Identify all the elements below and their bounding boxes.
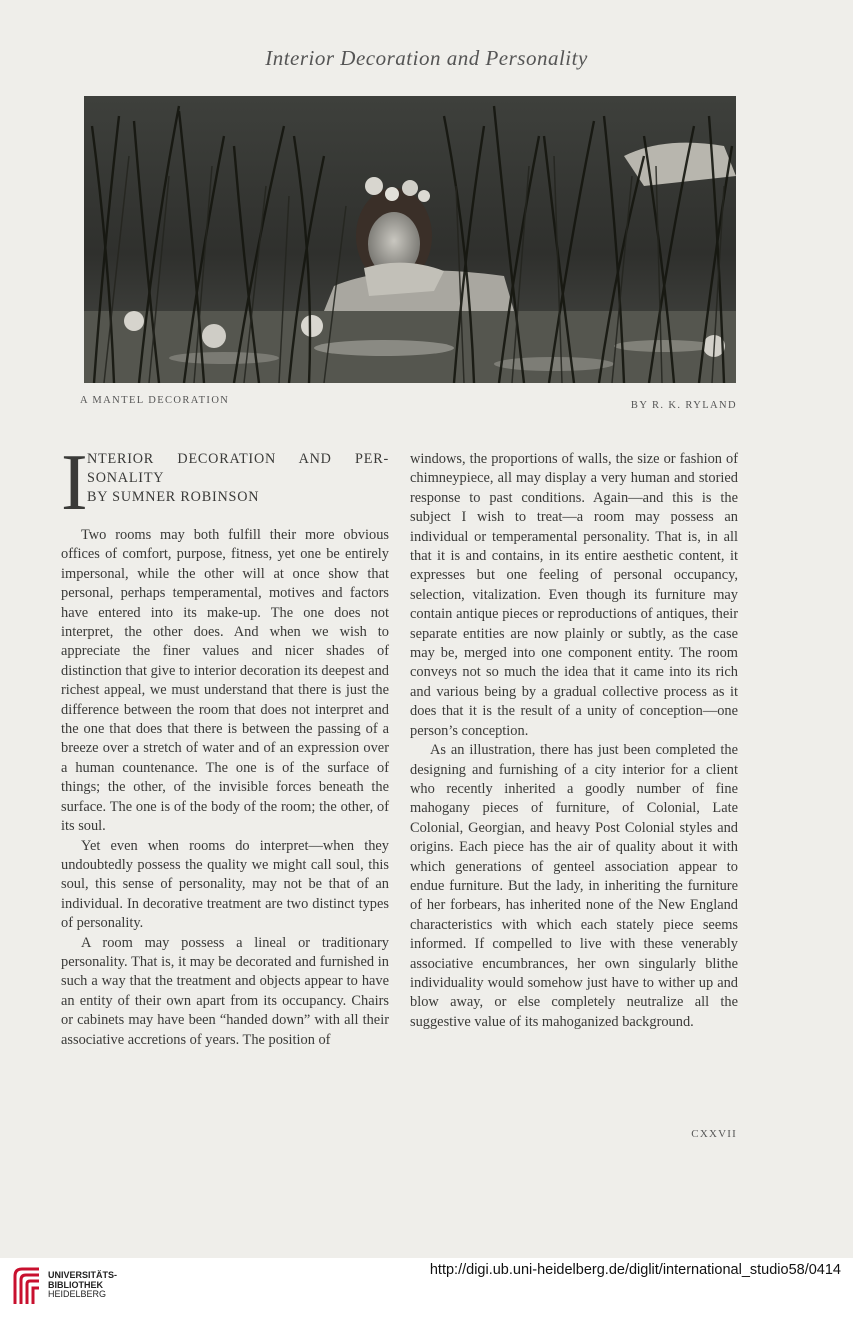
article-column-right [410,450,738,1032]
permalink-url[interactable]: http://digi.ub.uni-heidelberg.de/diglit/international_studio58/0414 [429,1262,841,1278]
mantel-decoration-plate [84,96,736,383]
library-name-line-2: BIBLIOTHEK [48,1279,103,1290]
library-name-line-1: UNIVERSITÄTS- [48,1270,118,1280]
library-name[interactable] [48,1271,117,1300]
paragraph: windows, the proportions of walls, the size or fashion of chimneypiece, all may display a very human and storied response to past conditions. Again—and this is the subject I wish to treat—a room may possess an individual or temperamental personality. That is, in all that it is and contains, in its entire aesthetic content, it expresses but one feeling of personal occupancy, selection, vitalization. Even though its furniture may contain antique pieces or reproductions of antiques, their separate entities are now plainly or subtly, as the case may be, merged into one component entity. The room conveys not so much the idea that it came into its rich and various being by a gradual collective process as it does that it is the result of a unity of conception—one person’s conception. [410,451,738,739]
paragraph: As an illustration, there has just been completed the designing and furnishing of a city interior for a client who recently inherited a goodly number of fine mahogany pieces of furniture, of Colonial, Late Colonial, Georgian, and heavy Post Colonial styles and origins. Each piece has the air of quality about it with which generations of genteel association appear to endue furniture. But the lady, in inheriting the furniture of her forbears, has inherited none of the New England characteristics with which each stately piece seems informed. If compelled to live with these venerably associative encumbrances, her own singularly blithe individuality would somehow just have to wither up and blow away, or else completely neutralize all the suggestive value of its mahoganized background. [410,742,738,1030]
heading-line-2: SONALITY [87,470,165,486]
plate-caption-artist: BY R. K. RYLAND [630,400,737,411]
article-column-left [61,439,389,1050]
drop-cap: I [61,439,89,527]
heading-line-1: NTERIOR DECORATION AND PER- [87,451,389,467]
paragraph: A room may possess a lineal or traditionary personality. That is, it may be decorated and furnished in such a way that the treatment and objects appear to have an entity of their own apart from its occupancy. Chairs or cabinets may have been “handed down” with all their associative accretions of years. The position of [61,934,389,1048]
heidelberg-library-logo-icon[interactable] [12,1266,42,1306]
page-number: CXXVII [691,1128,737,1140]
library-name-line-3: HEIDELBERG [48,1289,107,1299]
plate-caption-title: A MANTEL DECORATION [80,395,230,406]
paragraph: Yet even when rooms do interpret—when they undoubtedly possess the quality we might call soul, this soul, this sense of personality, may not be that of an individual. In decorative treatment are two distinct types of personality. [61,837,389,932]
running-title: Interior Decoration and Personality [265,46,588,70]
article-heading [61,439,389,527]
paragraph: Two rooms may both fulfill their more obvious offices of comfort, purpose, fitness, yet one be entirely impersonal, while the other will at once show that personal, perhaps temperamental, motives and factors have entered into its make-up. The one does not interpret, the other does. And when we wish to appreciate the finer values and nicer shades of distinction that give to interior decoration its deepest and richest appeal, we must understand that there is just the difference between the room that does not interpret and the one that does that there is between the passing of a breeze over a stretch of water and of an expression over a human countenance. The one is of the surface of things; the other, of the invisible forces beneath the surface. The one is of the body of the room; the other, of its soul. [61,527,389,835]
byline: BY SUMNER ROBINSON [87,489,260,505]
plate-illustration [84,96,736,383]
